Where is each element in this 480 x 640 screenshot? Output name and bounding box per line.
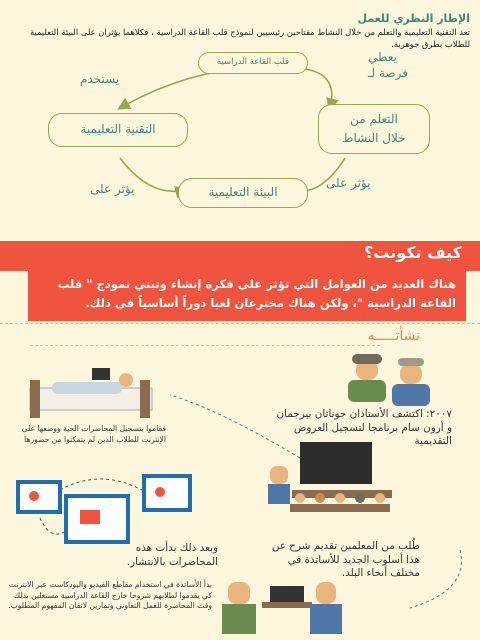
label-affects-left: يؤثر على <box>90 182 135 196</box>
origin-step1-line1: ٢٠٠٧: اكتشف الأستاذان جوناثان بيرجمان <box>276 408 452 420</box>
node-active-learning <box>318 104 430 154</box>
node-active-line1: التعلم من <box>350 112 398 126</box>
origin-step3-line1: وبعد ذلك بدأت هذه <box>135 542 218 554</box>
origin-step3-line2: المحاضرات بالانتشار. <box>126 555 218 568</box>
arrow-gives <box>295 68 332 108</box>
professors-icon <box>348 354 430 406</box>
origin-step1-line2: و أرون سام برنامجا لتسجيل العروض <box>293 421 452 434</box>
framework-title: الإطار النظري للعمل <box>357 12 470 25</box>
label-gives-2: فرصة لـ <box>368 66 408 80</box>
origin-step5: بدأ الأساتذة في استخدام مقاطع الفيديو والبودكاست عبر الانترنت كي يقدموا لطلابهم شروحا خارج القاعة الدراسية مستغلين بذلك وقت المحاضرة للعمل التعاوني وتمارين لاتقان المفهوم المطلوب. <box>8 580 212 610</box>
teacher-desk-icon <box>222 582 342 634</box>
origin-step2: فقاموا بتسجيل المحاضرات الحية ووضعها على الإنترنت للطلاب الذين لم يتمكنوا من حضورها <box>21 424 166 444</box>
label-affects-right: يؤثر على <box>326 176 371 190</box>
computers-network-icon <box>18 476 190 542</box>
origin-step4 <box>250 540 420 581</box>
cycle-center: قلب القاعة الدراسية <box>198 52 308 74</box>
divider <box>0 323 480 324</box>
node-active-line2: خلال النشاط <box>342 131 406 145</box>
origin-heading-underline <box>30 345 380 346</box>
origin-step4-line3: مختلف أنحاء البلد. <box>341 567 420 579</box>
node-learning-environment: البيئة التعليمية <box>178 178 308 208</box>
node-educational-technology: التقنية التعليمية <box>48 113 188 147</box>
origin-heading: نشأتـــــه <box>367 328 420 344</box>
framework-intro: تعد التقنية التعليمية والتعلم من خلال النشاط مفتاحين رئيسيين لنموذج قلب القاعة الدراسية ، فكلاهما يؤثران على البيئة التعليمية للطلاب بطرق جوهرية. <box>29 27 470 49</box>
label-gives-1: يعطي <box>368 50 397 64</box>
classroom-icon <box>268 442 392 512</box>
origin-step4-line2: هذا أسلوب الجديد للأساتذة في <box>287 553 420 566</box>
origin-step1 <box>232 408 452 449</box>
origin-step1-line3: التقديمية <box>414 435 452 447</box>
origin-step4-line1: طُلب من المعلمين تقديم شرح عن <box>271 540 420 552</box>
label-uses: يستخدم <box>80 72 120 86</box>
student-in-bed-icon <box>30 368 152 418</box>
formation-heading: كيف تكونت؟ <box>363 243 462 262</box>
formation-body: هناك العديد من العوامل التي تؤثر على فكرة إنشاء وتبني نموذج " قلب القاعة الدراسية "، ولكن هناك مخترعان لعبا دوراً أساسياً في ذلك. <box>57 277 456 310</box>
origin-step3 <box>98 542 218 569</box>
